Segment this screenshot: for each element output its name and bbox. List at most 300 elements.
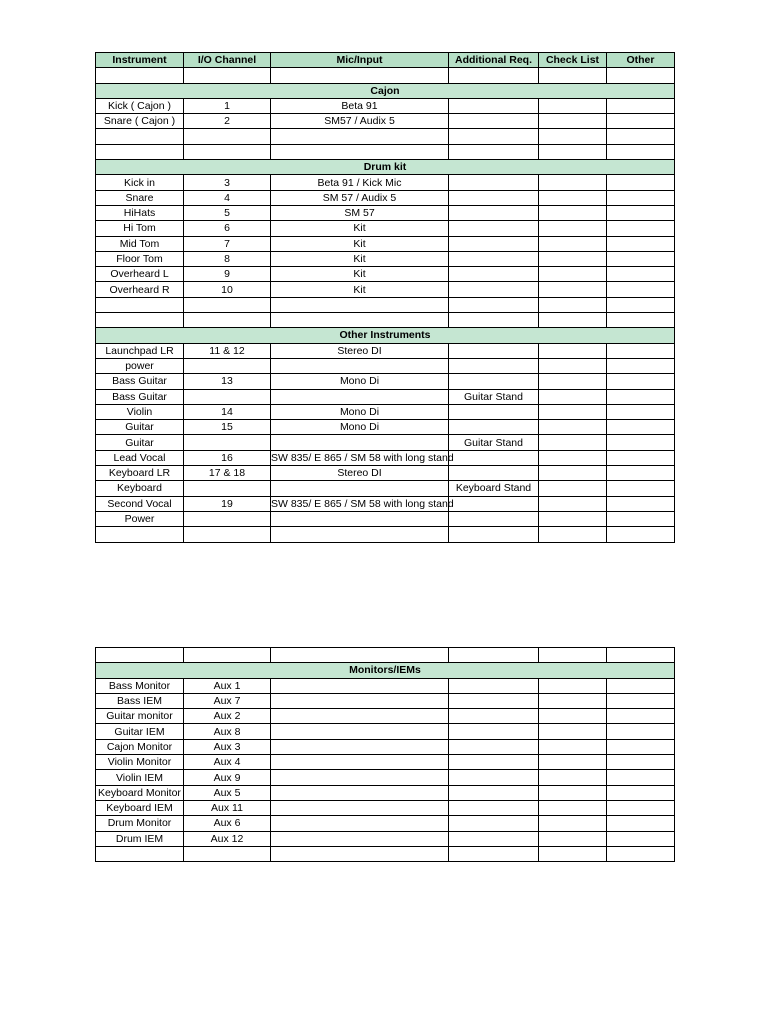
table-row — [96, 221, 675, 236]
mic-input-text: SW 835/ E 865 / SM 58 with long stand — [271, 497, 454, 510]
section-header-row — [96, 160, 675, 175]
table-row — [96, 175, 675, 190]
empty-cell — [539, 816, 607, 831]
mic-input-cell: Stereo DI — [271, 343, 449, 358]
empty-cell — [607, 739, 675, 754]
check-list-cell — [539, 450, 607, 465]
io-channel-cell: 1 — [184, 98, 271, 113]
additional-req-cell: Guitar Stand — [449, 389, 539, 404]
io-channel-cell: 14 — [184, 404, 271, 419]
blank-row — [96, 648, 675, 663]
empty-cell — [607, 648, 675, 663]
other-cell — [607, 175, 675, 190]
empty-cell — [449, 709, 539, 724]
empty-cell — [539, 739, 607, 754]
aux-cell: Aux 12 — [184, 831, 271, 846]
empty-cell — [539, 770, 607, 785]
empty-cell — [271, 770, 449, 785]
mic-input-cell: Mono Di — [271, 374, 449, 389]
instrument-cell: Second Vocal — [96, 496, 184, 511]
empty-cell — [449, 739, 539, 754]
io-channel-cell: 9 — [184, 267, 271, 282]
header-additional-req: Additional Req. — [449, 53, 539, 68]
monitor-name-cell: Drum Monitor — [96, 816, 184, 831]
empty-cell — [449, 678, 539, 693]
empty-cell — [96, 144, 184, 159]
instrument-cell: Kick in — [96, 175, 184, 190]
section-title: Other Instruments — [96, 328, 675, 343]
table-row — [96, 466, 675, 481]
table-row — [96, 251, 675, 266]
mic-input-cell: SM 57 — [271, 205, 449, 220]
empty-cell — [607, 846, 675, 861]
other-cell — [607, 190, 675, 205]
empty-cell — [539, 800, 607, 815]
table-row — [96, 496, 675, 511]
io-channel-cell: 15 — [184, 420, 271, 435]
empty-cell — [271, 144, 449, 159]
mic-input-cell: Kit — [271, 221, 449, 236]
monitor-row — [96, 831, 675, 846]
instrument-cell: Snare — [96, 190, 184, 205]
aux-cell: Aux 1 — [184, 678, 271, 693]
empty-cell — [539, 709, 607, 724]
other-cell — [607, 450, 675, 465]
mic-input-cell — [271, 496, 454, 511]
aux-cell: Aux 9 — [184, 770, 271, 785]
check-list-cell — [539, 175, 607, 190]
table-row — [96, 205, 675, 220]
additional-req-cell — [449, 114, 539, 129]
monitor-row — [96, 755, 675, 770]
io-channel-cell: 8 — [184, 251, 271, 266]
additional-req-cell — [449, 175, 539, 190]
instrument-cell: Violin — [96, 404, 184, 419]
table-row — [96, 420, 675, 435]
mic-input-cell: Kit — [271, 282, 449, 297]
empty-cell — [607, 693, 675, 708]
blank-row — [96, 129, 675, 144]
mic-input-cell — [271, 435, 449, 450]
empty-cell — [271, 816, 449, 831]
monitor-name-cell: Keyboard Monitor — [96, 785, 184, 800]
table-row — [96, 267, 675, 282]
empty-cell — [184, 129, 271, 144]
empty-cell — [271, 648, 449, 663]
empty-cell — [449, 297, 539, 312]
check-list-cell — [539, 190, 607, 205]
check-list-cell — [539, 358, 607, 373]
instrument-cell: Overheard L — [96, 267, 184, 282]
monitor-name-cell: Bass Monitor — [96, 678, 184, 693]
empty-cell — [607, 816, 675, 831]
section-header-row — [96, 83, 675, 98]
instrument-cell: Hi Tom — [96, 221, 184, 236]
empty-cell — [539, 129, 607, 144]
empty-cell — [607, 709, 675, 724]
monitor-table — [95, 647, 675, 862]
additional-req-cell — [449, 450, 539, 465]
empty-cell — [449, 527, 539, 542]
empty-cell — [539, 693, 607, 708]
monitor-row — [96, 693, 675, 708]
additional-req-cell — [449, 205, 539, 220]
mic-input-cell: Stereo DI — [271, 466, 449, 481]
mic-input-cell — [271, 511, 449, 526]
empty-cell — [449, 693, 539, 708]
empty-cell — [184, 648, 271, 663]
check-list-cell — [539, 374, 607, 389]
mic-input-cell — [271, 389, 449, 404]
table-row — [96, 389, 675, 404]
check-list-cell — [539, 343, 607, 358]
mic-input-cell: Mono Di — [271, 404, 449, 419]
table-row — [96, 114, 675, 129]
additional-req-cell — [449, 496, 539, 511]
additional-req-cell: Keyboard Stand — [449, 481, 539, 496]
io-channel-cell — [184, 481, 271, 496]
other-cell — [607, 496, 675, 511]
io-channel-cell: 13 — [184, 374, 271, 389]
empty-cell — [449, 755, 539, 770]
empty-cell — [607, 297, 675, 312]
instrument-cell: Keyboard — [96, 481, 184, 496]
io-channel-cell — [184, 435, 271, 450]
other-cell — [607, 267, 675, 282]
other-cell — [607, 466, 675, 481]
check-list-cell — [539, 404, 607, 419]
mic-input-cell: Kit — [271, 267, 449, 282]
instrument-cell: Snare ( Cajon ) — [96, 114, 184, 129]
empty-cell — [184, 846, 271, 861]
additional-req-cell — [449, 343, 539, 358]
monitor-row — [96, 739, 675, 754]
header-instrument: Instrument — [96, 53, 184, 68]
check-list-cell — [539, 282, 607, 297]
empty-cell — [607, 68, 675, 83]
monitor-row — [96, 709, 675, 724]
check-list-cell — [539, 205, 607, 220]
blank-row — [96, 313, 675, 328]
check-list-cell — [539, 481, 607, 496]
other-cell — [607, 114, 675, 129]
monitor-row — [96, 816, 675, 831]
input-list-table — [95, 52, 675, 543]
section-header-row — [96, 663, 675, 678]
other-cell — [607, 420, 675, 435]
table-row — [96, 190, 675, 205]
io-channel-cell: 7 — [184, 236, 271, 251]
empty-cell — [271, 129, 449, 144]
table-row — [96, 450, 675, 465]
empty-cell — [539, 313, 607, 328]
aux-cell: Aux 8 — [184, 724, 271, 739]
mic-input-cell: Beta 91 / Kick Mic — [271, 175, 449, 190]
monitor-name-cell: Drum IEM — [96, 831, 184, 846]
io-channel-cell: 2 — [184, 114, 271, 129]
empty-cell — [607, 724, 675, 739]
section-title: Cajon — [96, 83, 675, 98]
empty-cell — [96, 527, 184, 542]
empty-cell — [271, 785, 449, 800]
empty-cell — [449, 785, 539, 800]
empty-cell — [607, 831, 675, 846]
blank-row — [96, 846, 675, 861]
mic-input-cell — [271, 358, 449, 373]
section-header-row — [96, 328, 675, 343]
instrument-cell: Bass Guitar — [96, 389, 184, 404]
empty-cell — [271, 800, 449, 815]
instrument-cell: Power — [96, 511, 184, 526]
empty-cell — [271, 693, 449, 708]
monitor-name-cell: Keyboard IEM — [96, 800, 184, 815]
mic-input-cell: Kit — [271, 251, 449, 266]
aux-cell: Aux 6 — [184, 816, 271, 831]
monitor-row — [96, 785, 675, 800]
monitor-name-cell: Guitar monitor — [96, 709, 184, 724]
additional-req-cell — [449, 511, 539, 526]
table-row — [96, 236, 675, 251]
additional-req-cell — [449, 358, 539, 373]
monitor-row — [96, 724, 675, 739]
additional-req-cell — [449, 404, 539, 419]
empty-cell — [449, 648, 539, 663]
empty-cell — [607, 527, 675, 542]
empty-cell — [539, 648, 607, 663]
empty-cell — [184, 297, 271, 312]
empty-cell — [449, 816, 539, 831]
empty-cell — [271, 846, 449, 861]
table-row — [96, 98, 675, 113]
header-io-channel: I/O Channel — [184, 53, 271, 68]
other-cell — [607, 205, 675, 220]
other-cell — [607, 481, 675, 496]
io-channel-cell: 17 & 18 — [184, 466, 271, 481]
empty-cell — [539, 755, 607, 770]
empty-cell — [607, 755, 675, 770]
monitor-name-cell: Cajon Monitor — [96, 739, 184, 754]
empty-cell — [539, 68, 607, 83]
empty-cell — [607, 678, 675, 693]
instrument-cell: Guitar — [96, 420, 184, 435]
aux-cell: Aux 4 — [184, 755, 271, 770]
table-row — [96, 404, 675, 419]
empty-cell — [271, 313, 449, 328]
additional-req-cell — [449, 251, 539, 266]
blank-row — [96, 68, 675, 83]
io-channel-cell: 6 — [184, 221, 271, 236]
check-list-cell — [539, 389, 607, 404]
empty-cell — [271, 527, 449, 542]
io-channel-cell — [184, 389, 271, 404]
empty-cell — [607, 800, 675, 815]
io-channel-cell — [184, 511, 271, 526]
empty-cell — [96, 846, 184, 861]
mic-input-cell — [271, 450, 454, 465]
io-channel-cell: 10 — [184, 282, 271, 297]
empty-cell — [271, 678, 449, 693]
mic-input-text: SW 835/ E 865 / SM 58 with long stand — [271, 451, 454, 464]
other-cell — [607, 435, 675, 450]
table-row — [96, 481, 675, 496]
empty-cell — [449, 313, 539, 328]
instrument-cell: power — [96, 358, 184, 373]
table-row — [96, 282, 675, 297]
check-list-cell — [539, 511, 607, 526]
table-row — [96, 358, 675, 373]
instrument-cell: Overheard R — [96, 282, 184, 297]
monitor-name-cell: Bass IEM — [96, 693, 184, 708]
other-cell — [607, 221, 675, 236]
empty-cell — [539, 678, 607, 693]
additional-req-cell — [449, 466, 539, 481]
empty-cell — [96, 313, 184, 328]
check-list-cell — [539, 251, 607, 266]
aux-cell: Aux 3 — [184, 739, 271, 754]
io-channel-cell: 19 — [184, 496, 271, 511]
empty-cell — [539, 831, 607, 846]
io-channel-cell: 3 — [184, 175, 271, 190]
table-row — [96, 374, 675, 389]
check-list-cell — [539, 466, 607, 481]
instrument-cell: Bass Guitar — [96, 374, 184, 389]
mic-input-cell: SM 57 / Audix 5 — [271, 190, 449, 205]
check-list-cell — [539, 420, 607, 435]
other-cell — [607, 236, 675, 251]
monitor-row — [96, 770, 675, 785]
instrument-cell: Kick ( Cajon ) — [96, 98, 184, 113]
additional-req-cell — [449, 236, 539, 251]
header-mic-input: Mic/Input — [271, 53, 449, 68]
header-row — [96, 53, 675, 68]
empty-cell — [96, 297, 184, 312]
empty-cell — [607, 785, 675, 800]
empty-cell — [184, 313, 271, 328]
mic-input-cell: Mono Di — [271, 420, 449, 435]
section-title: Monitors/IEMs — [96, 663, 675, 678]
blank-row — [96, 527, 675, 542]
empty-cell — [184, 68, 271, 83]
instrument-cell: Launchpad LR — [96, 343, 184, 358]
empty-cell — [96, 129, 184, 144]
monitor-row — [96, 800, 675, 815]
empty-cell — [96, 68, 184, 83]
additional-req-cell — [449, 374, 539, 389]
additional-req-cell — [449, 420, 539, 435]
io-channel-cell — [184, 358, 271, 373]
other-cell — [607, 389, 675, 404]
blank-row — [96, 297, 675, 312]
other-cell — [607, 358, 675, 373]
additional-req-cell — [449, 282, 539, 297]
instrument-cell: Keyboard LR — [96, 466, 184, 481]
table-row — [96, 343, 675, 358]
empty-cell — [271, 739, 449, 754]
check-list-cell — [539, 267, 607, 282]
additional-req-cell — [449, 221, 539, 236]
check-list-cell — [539, 496, 607, 511]
monitor-name-cell: Guitar IEM — [96, 724, 184, 739]
empty-cell — [449, 831, 539, 846]
mic-input-cell — [271, 481, 449, 496]
empty-cell — [449, 846, 539, 861]
empty-cell — [539, 527, 607, 542]
monitor-row — [96, 678, 675, 693]
other-cell — [607, 251, 675, 266]
empty-cell — [271, 68, 449, 83]
empty-cell — [271, 831, 449, 846]
io-channel-cell: 4 — [184, 190, 271, 205]
other-cell — [607, 98, 675, 113]
empty-cell — [607, 770, 675, 785]
empty-cell — [607, 313, 675, 328]
monitor-name-cell: Violin Monitor — [96, 755, 184, 770]
empty-cell — [449, 800, 539, 815]
check-list-cell — [539, 236, 607, 251]
io-channel-cell: 5 — [184, 205, 271, 220]
blank-row — [96, 144, 675, 159]
empty-cell — [271, 755, 449, 770]
mic-input-cell: Beta 91 — [271, 98, 449, 113]
section-title: Drum kit — [96, 160, 675, 175]
io-channel-cell: 11 & 12 — [184, 343, 271, 358]
other-cell — [607, 404, 675, 419]
check-list-cell — [539, 221, 607, 236]
aux-cell: Aux 5 — [184, 785, 271, 800]
monitor-name-cell: Violin IEM — [96, 770, 184, 785]
other-cell — [607, 511, 675, 526]
empty-cell — [271, 709, 449, 724]
empty-cell — [184, 527, 271, 542]
mic-input-cell: Kit — [271, 236, 449, 251]
empty-cell — [539, 724, 607, 739]
empty-cell — [271, 724, 449, 739]
aux-cell: Aux 11 — [184, 800, 271, 815]
check-list-cell — [539, 114, 607, 129]
header-other: Other — [607, 53, 675, 68]
empty-cell — [539, 144, 607, 159]
instrument-cell: Floor Tom — [96, 251, 184, 266]
other-cell — [607, 374, 675, 389]
additional-req-cell: Guitar Stand — [449, 435, 539, 450]
header-check-list: Check List — [539, 53, 607, 68]
empty-cell — [539, 785, 607, 800]
empty-cell — [96, 648, 184, 663]
input-list-body — [96, 68, 675, 542]
empty-cell — [607, 129, 675, 144]
empty-cell — [449, 129, 539, 144]
instrument-cell: Guitar — [96, 435, 184, 450]
empty-cell — [271, 297, 449, 312]
instrument-cell: Lead Vocal — [96, 450, 184, 465]
check-list-cell — [539, 98, 607, 113]
monitor-body — [96, 648, 675, 862]
empty-cell — [539, 846, 607, 861]
instrument-cell: Mid Tom — [96, 236, 184, 251]
table-row — [96, 511, 675, 526]
aux-cell: Aux 7 — [184, 693, 271, 708]
check-list-cell — [539, 435, 607, 450]
mic-input-cell: SM57 / Audix 5 — [271, 114, 449, 129]
empty-cell — [449, 770, 539, 785]
empty-cell — [607, 144, 675, 159]
other-cell — [607, 343, 675, 358]
empty-cell — [449, 144, 539, 159]
io-channel-cell: 16 — [184, 450, 271, 465]
additional-req-cell — [449, 98, 539, 113]
additional-req-cell — [449, 267, 539, 282]
other-cell — [607, 282, 675, 297]
